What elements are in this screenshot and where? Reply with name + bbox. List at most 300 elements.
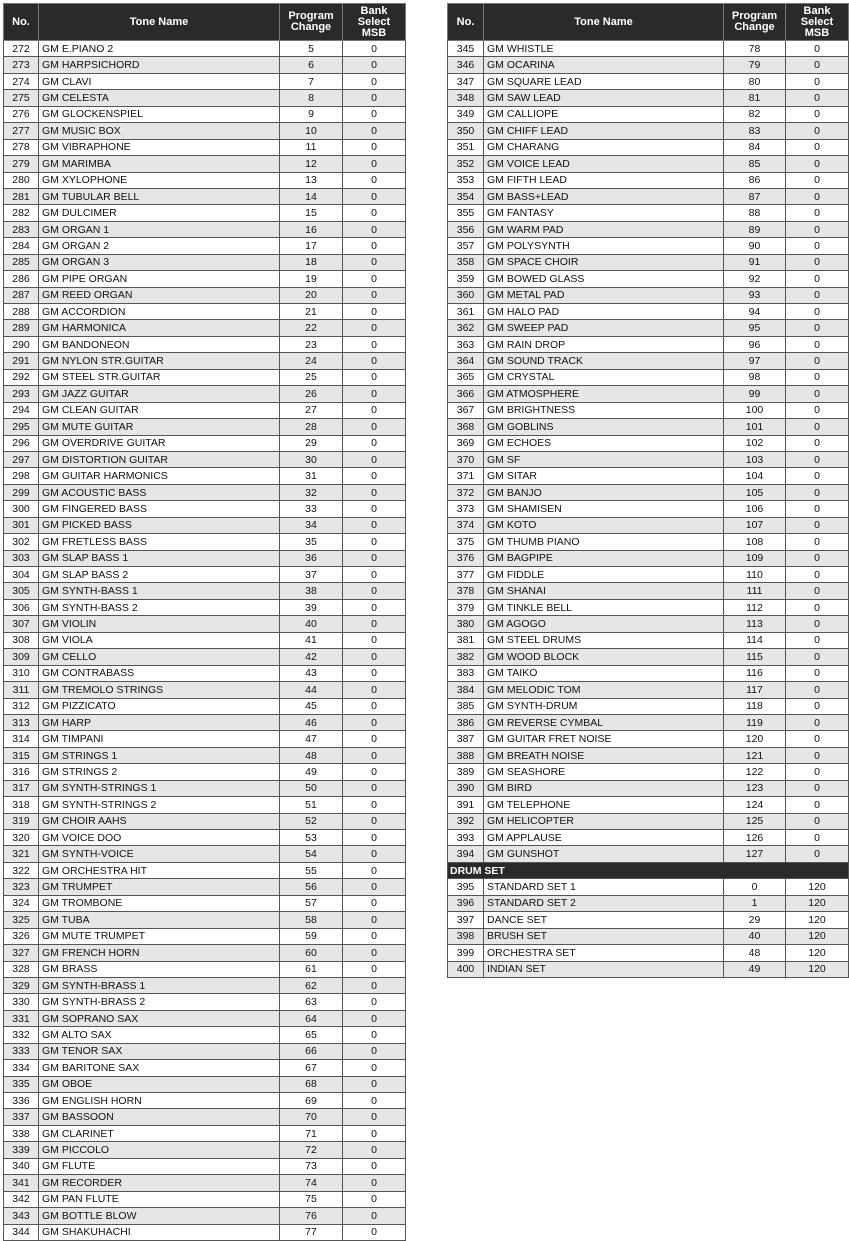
program-change-value: 15 [280, 205, 343, 221]
tone-name: GM REVERSE CYMBAL [484, 714, 724, 730]
program-change-value: 9 [280, 106, 343, 122]
tone-table-right [447, 3, 849, 978]
table-row [448, 90, 849, 106]
tone-name: GM SEASHORE [484, 764, 724, 780]
tone-number: 387 [448, 731, 484, 747]
tone-name: GM STRINGS 1 [39, 747, 280, 763]
tone-name: GM STRINGS 2 [39, 764, 280, 780]
program-change-value: 24 [280, 353, 343, 369]
tone-number: 367 [448, 402, 484, 418]
tone-name: GM SPACE CHOIR [484, 254, 724, 270]
program-change-value: 127 [724, 846, 786, 862]
table-row [4, 1043, 406, 1059]
tone-name: GM CELLO [39, 649, 280, 665]
bank-select-msb-value: 0 [343, 731, 406, 747]
tone-number: 308 [4, 632, 39, 648]
table-row [4, 139, 406, 155]
header-bank-select-msb: Bank Select MSB [786, 4, 849, 41]
tone-number: 286 [4, 271, 39, 287]
program-change-value: 77 [280, 1224, 343, 1240]
program-change-value: 117 [724, 682, 786, 698]
bank-select-msb-value: 0 [343, 879, 406, 895]
header-row [4, 4, 406, 41]
table-row [4, 862, 406, 878]
tone-number: 359 [448, 271, 484, 287]
tone-number: 379 [448, 599, 484, 615]
table-row [448, 665, 849, 681]
tone-number: 361 [448, 304, 484, 320]
bank-select-msb-value: 0 [343, 73, 406, 89]
tone-name: GM ACCORDION [39, 304, 280, 320]
table-row [448, 747, 849, 763]
program-change-value: 29 [724, 912, 786, 928]
tone-name: GM NYLON STR.GUITAR [39, 353, 280, 369]
bank-select-msb-value: 0 [343, 468, 406, 484]
program-change-value: 30 [280, 451, 343, 467]
tone-name: GM XYLOPHONE [39, 172, 280, 188]
program-change-value: 70 [280, 1109, 343, 1125]
bank-select-msb-value: 0 [343, 90, 406, 106]
program-change-value: 49 [724, 961, 786, 977]
tone-name: GM HARP [39, 714, 280, 730]
tone-number: 326 [4, 928, 39, 944]
program-change-value: 120 [724, 731, 786, 747]
table-row [448, 435, 849, 451]
program-change-value: 44 [280, 682, 343, 698]
bank-select-msb-value: 0 [786, 336, 849, 352]
bank-select-msb-value: 0 [343, 1043, 406, 1059]
tone-number: 305 [4, 583, 39, 599]
tone-number: 337 [4, 1109, 39, 1125]
tone-number: 365 [448, 369, 484, 385]
tone-name: GM BREATH NOISE [484, 747, 724, 763]
tone-number: 330 [4, 994, 39, 1010]
tone-number: 364 [448, 353, 484, 369]
tone-name: GM ORGAN 2 [39, 238, 280, 254]
table-row [448, 402, 849, 418]
bank-select-msb-value: 120 [786, 928, 849, 944]
table-row [4, 1142, 406, 1158]
bank-select-msb-value: 0 [786, 764, 849, 780]
program-change-value: 67 [280, 1060, 343, 1076]
table-row [4, 1010, 406, 1026]
table-row [448, 879, 849, 895]
program-change-value: 79 [724, 57, 786, 73]
tone-name: GM DISTORTION GUITAR [39, 451, 280, 467]
bank-select-msb-value: 0 [786, 714, 849, 730]
tone-number: 380 [448, 616, 484, 632]
program-change-value: 21 [280, 304, 343, 320]
tone-number: 366 [448, 386, 484, 402]
table-row [4, 977, 406, 993]
table-row [448, 830, 849, 846]
header-program-change: Program Change [280, 4, 343, 41]
drum-set-section-header [448, 862, 849, 878]
header-bank-select-msb: Bank Select MSB [343, 4, 406, 41]
tone-name: GM TUBULAR BELL [39, 188, 280, 204]
tone-number: 355 [448, 205, 484, 221]
table-row [448, 780, 849, 796]
tone-name: GM BARITONE SAX [39, 1060, 280, 1076]
table-row [4, 221, 406, 237]
bank-select-msb-value: 0 [343, 336, 406, 352]
tone-name: GM BIRD [484, 780, 724, 796]
bank-select-msb-value: 0 [786, 271, 849, 287]
program-change-value: 31 [280, 468, 343, 484]
tone-number: 331 [4, 1010, 39, 1026]
tone-number: 356 [448, 221, 484, 237]
tone-number: 307 [4, 616, 39, 632]
table-row [448, 451, 849, 467]
bank-select-msb-value: 0 [786, 616, 849, 632]
program-change-value: 99 [724, 386, 786, 402]
program-change-value: 40 [280, 616, 343, 632]
table-row [4, 714, 406, 730]
table-row [4, 205, 406, 221]
program-change-value: 103 [724, 451, 786, 467]
tone-name: GM HELICOPTER [484, 813, 724, 829]
table-row [448, 156, 849, 172]
tone-name: GM SITAR [484, 468, 724, 484]
tone-number: 280 [4, 172, 39, 188]
tone-number: 336 [4, 1093, 39, 1109]
tone-number: 295 [4, 419, 39, 435]
program-change-value: 22 [280, 320, 343, 336]
tone-name: DANCE SET [484, 912, 724, 928]
table-row [448, 797, 849, 813]
program-change-value: 98 [724, 369, 786, 385]
tone-number: 375 [448, 534, 484, 550]
bank-select-msb-value: 0 [343, 1142, 406, 1158]
table-row [4, 731, 406, 747]
program-change-value: 105 [724, 484, 786, 500]
program-change-value: 23 [280, 336, 343, 352]
tone-name: GM OCARINA [484, 57, 724, 73]
tone-name: GM CHARANG [484, 139, 724, 155]
bank-select-msb-value: 0 [786, 550, 849, 566]
table-row [4, 402, 406, 418]
tone-number: 284 [4, 238, 39, 254]
program-change-value: 100 [724, 402, 786, 418]
tone-name: GM SYNTH-BASS 1 [39, 583, 280, 599]
tone-number: 399 [448, 945, 484, 961]
bank-select-msb-value: 0 [343, 1158, 406, 1174]
table-row [448, 961, 849, 977]
program-change-value: 6 [280, 57, 343, 73]
tone-name: GM SWEEP PAD [484, 320, 724, 336]
bank-select-msb-value: 0 [786, 172, 849, 188]
table-row [4, 961, 406, 977]
tone-number: 354 [448, 188, 484, 204]
tone-name: GM JAZZ GUITAR [39, 386, 280, 402]
tone-name: GM TINKLE BELL [484, 599, 724, 615]
bank-select-msb-value: 0 [786, 797, 849, 813]
table-row [448, 304, 849, 320]
tone-name: GM HARMONICA [39, 320, 280, 336]
tone-name: GM PIZZICATO [39, 698, 280, 714]
tone-name: GM GOBLINS [484, 419, 724, 435]
table-row [448, 287, 849, 303]
tone-name: GM SHAKUHACHI [39, 1224, 280, 1240]
tone-name: GM SYNTH-STRINGS 1 [39, 780, 280, 796]
table-row [4, 599, 406, 615]
table-row [4, 1109, 406, 1125]
tone-name: GM WOOD BLOCK [484, 649, 724, 665]
tone-list-right [448, 41, 849, 978]
program-change-value: 35 [280, 534, 343, 550]
tone-name: GM TUBA [39, 912, 280, 928]
tone-number: 363 [448, 336, 484, 352]
tone-name: GM ECHOES [484, 435, 724, 451]
bank-select-msb-value: 0 [343, 1191, 406, 1207]
tone-number: 383 [448, 665, 484, 681]
tone-name: GM MELODIC TOM [484, 682, 724, 698]
table-row [448, 221, 849, 237]
tone-number: 306 [4, 599, 39, 615]
program-change-value: 88 [724, 205, 786, 221]
table-row [4, 764, 406, 780]
tone-number: 323 [4, 879, 39, 895]
bank-select-msb-value: 0 [786, 41, 849, 57]
program-change-value: 121 [724, 747, 786, 763]
tone-number: 340 [4, 1158, 39, 1174]
program-change-value: 71 [280, 1125, 343, 1141]
program-change-value: 10 [280, 123, 343, 139]
bank-select-msb-value: 0 [343, 895, 406, 911]
program-change-value: 60 [280, 945, 343, 961]
tone-number: 392 [448, 813, 484, 829]
tone-name: GM FIDDLE [484, 567, 724, 583]
tone-name: GM BANJO [484, 484, 724, 500]
tone-name: GM VIOLA [39, 632, 280, 648]
table-row [448, 517, 849, 533]
tone-name: GM GLOCKENSPIEL [39, 106, 280, 122]
tone-name: GM TAIKO [484, 665, 724, 681]
tone-name: GM TELEPHONE [484, 797, 724, 813]
tone-number: 395 [448, 879, 484, 895]
table-row [4, 1060, 406, 1076]
table-row [448, 928, 849, 944]
table-row [448, 714, 849, 730]
bank-select-msb-value: 0 [343, 550, 406, 566]
program-change-value: 53 [280, 830, 343, 846]
table-row [4, 879, 406, 895]
program-change-value: 113 [724, 616, 786, 632]
tone-name: GM REED ORGAN [39, 287, 280, 303]
program-change-value: 62 [280, 977, 343, 993]
tone-name: GM VOICE DOO [39, 830, 280, 846]
bank-select-msb-value: 0 [786, 583, 849, 599]
tone-number: 382 [448, 649, 484, 665]
program-change-value: 29 [280, 435, 343, 451]
tone-name: GM FIFTH LEAD [484, 172, 724, 188]
bank-select-msb-value: 0 [786, 517, 849, 533]
bank-select-msb-value: 0 [343, 517, 406, 533]
tone-name: GM BAGPIPE [484, 550, 724, 566]
bank-select-msb-value: 0 [786, 731, 849, 747]
table-row [448, 895, 849, 911]
program-change-value: 34 [280, 517, 343, 533]
table-row [448, 501, 849, 517]
tone-name: GM SQUARE LEAD [484, 73, 724, 89]
tone-number: 277 [4, 123, 39, 139]
tone-name: GM MUTE TRUMPET [39, 928, 280, 944]
bank-select-msb-value: 0 [343, 714, 406, 730]
bank-select-msb-value: 0 [343, 780, 406, 796]
tone-number: 315 [4, 747, 39, 763]
tone-name: STANDARD SET 1 [484, 879, 724, 895]
program-change-value: 126 [724, 830, 786, 846]
tone-number: 317 [4, 780, 39, 796]
tone-number: 291 [4, 353, 39, 369]
header-no: No. [4, 4, 39, 41]
table-row [448, 320, 849, 336]
table-row [448, 846, 849, 862]
tone-name: GM BANDONEON [39, 336, 280, 352]
tone-number: 341 [4, 1175, 39, 1191]
tone-number: 296 [4, 435, 39, 451]
table-row [448, 271, 849, 287]
bank-select-msb-value: 0 [343, 188, 406, 204]
tone-number: 313 [4, 714, 39, 730]
tone-number: 342 [4, 1191, 39, 1207]
tone-number: 381 [448, 632, 484, 648]
header-tone-name: Tone Name [484, 4, 724, 41]
table-row [4, 57, 406, 73]
tone-number: 273 [4, 57, 39, 73]
bank-select-msb-value: 0 [786, 254, 849, 270]
tone-name: GM SLAP BASS 2 [39, 567, 280, 583]
table-row [4, 945, 406, 961]
tone-number: 327 [4, 945, 39, 961]
program-change-value: 86 [724, 172, 786, 188]
bank-select-msb-value: 0 [343, 139, 406, 155]
tone-number: 325 [4, 912, 39, 928]
bank-select-msb-value: 0 [786, 402, 849, 418]
program-change-value: 109 [724, 550, 786, 566]
tone-name: GM SOPRANO SAX [39, 1010, 280, 1026]
tone-name: GM SHAMISEN [484, 501, 724, 517]
bank-select-msb-value: 0 [786, 484, 849, 500]
bank-select-msb-value: 0 [786, 665, 849, 681]
tone-name: GM ORCHESTRA HIT [39, 862, 280, 878]
bank-select-msb-value: 0 [786, 682, 849, 698]
table-row [448, 912, 849, 928]
tone-number: 285 [4, 254, 39, 270]
tone-number: 373 [448, 501, 484, 517]
tone-name: GM SYNTH-VOICE [39, 846, 280, 862]
tone-name: GM PIPE ORGAN [39, 271, 280, 287]
table-row [4, 386, 406, 402]
tone-name: GM CLEAN GUITAR [39, 402, 280, 418]
bank-select-msb-value: 0 [786, 139, 849, 155]
table-row [448, 238, 849, 254]
tone-name: GM DULCIMER [39, 205, 280, 221]
bank-select-msb-value: 0 [343, 156, 406, 172]
tone-number: 344 [4, 1224, 39, 1240]
tone-name: GM TREMOLO STRINGS [39, 682, 280, 698]
program-change-value: 72 [280, 1142, 343, 1158]
bank-select-msb-value: 0 [343, 221, 406, 237]
table-row [4, 616, 406, 632]
table-row [4, 320, 406, 336]
bank-select-msb-value: 0 [343, 41, 406, 57]
bank-select-msb-value: 0 [786, 419, 849, 435]
program-change-value: 93 [724, 287, 786, 303]
bank-select-msb-value: 0 [343, 994, 406, 1010]
table-row [448, 583, 849, 599]
bank-select-msb-value: 0 [343, 1093, 406, 1109]
program-change-value: 107 [724, 517, 786, 533]
table-row [448, 73, 849, 89]
program-change-value: 57 [280, 895, 343, 911]
table-row [448, 419, 849, 435]
tone-name: GM WHISTLE [484, 41, 724, 57]
header-tone-name: Tone Name [39, 4, 280, 41]
tone-number: 300 [4, 501, 39, 517]
table-row [4, 501, 406, 517]
program-change-value: 27 [280, 402, 343, 418]
tone-name: GM RAIN DROP [484, 336, 724, 352]
table-row [4, 632, 406, 648]
program-change-value: 41 [280, 632, 343, 648]
bank-select-msb-value: 0 [786, 632, 849, 648]
program-change-value: 63 [280, 994, 343, 1010]
tone-name: GM BASSOON [39, 1109, 280, 1125]
tone-number: 283 [4, 221, 39, 237]
tone-number: 299 [4, 484, 39, 500]
table-row [448, 188, 849, 204]
table-row [4, 1191, 406, 1207]
table-row [4, 550, 406, 566]
program-change-value: 116 [724, 665, 786, 681]
table-row [448, 945, 849, 961]
program-change-value: 39 [280, 599, 343, 615]
table-row [4, 73, 406, 89]
table-row [448, 599, 849, 615]
program-change-value: 85 [724, 156, 786, 172]
program-change-value: 102 [724, 435, 786, 451]
tone-name: GM VOICE LEAD [484, 156, 724, 172]
tone-number: 390 [448, 780, 484, 796]
bank-select-msb-value: 0 [343, 599, 406, 615]
bank-select-msb-value: 0 [343, 764, 406, 780]
tone-name: GM VIBRAPHONE [39, 139, 280, 155]
tone-number: 352 [448, 156, 484, 172]
tone-number: 293 [4, 386, 39, 402]
table-row [4, 1208, 406, 1224]
bank-select-msb-value: 0 [343, 1060, 406, 1076]
tone-name: GM CLAVI [39, 73, 280, 89]
tone-name: GM ORGAN 1 [39, 221, 280, 237]
program-change-value: 112 [724, 599, 786, 615]
table-row [448, 57, 849, 73]
tone-name: GM CHIFF LEAD [484, 123, 724, 139]
tone-number: 282 [4, 205, 39, 221]
program-change-value: 92 [724, 271, 786, 287]
bank-select-msb-value: 0 [343, 747, 406, 763]
tone-number: 281 [4, 188, 39, 204]
table-row [448, 484, 849, 500]
bank-select-msb-value: 0 [343, 123, 406, 139]
program-change-value: 89 [724, 221, 786, 237]
tone-name: GM GUITAR FRET NOISE [484, 731, 724, 747]
bank-select-msb-value: 0 [786, 238, 849, 254]
tone-name: GM PICKED BASS [39, 517, 280, 533]
bank-select-msb-value: 0 [786, 353, 849, 369]
tone-number: 369 [448, 435, 484, 451]
tone-name: GM THUMB PIANO [484, 534, 724, 550]
